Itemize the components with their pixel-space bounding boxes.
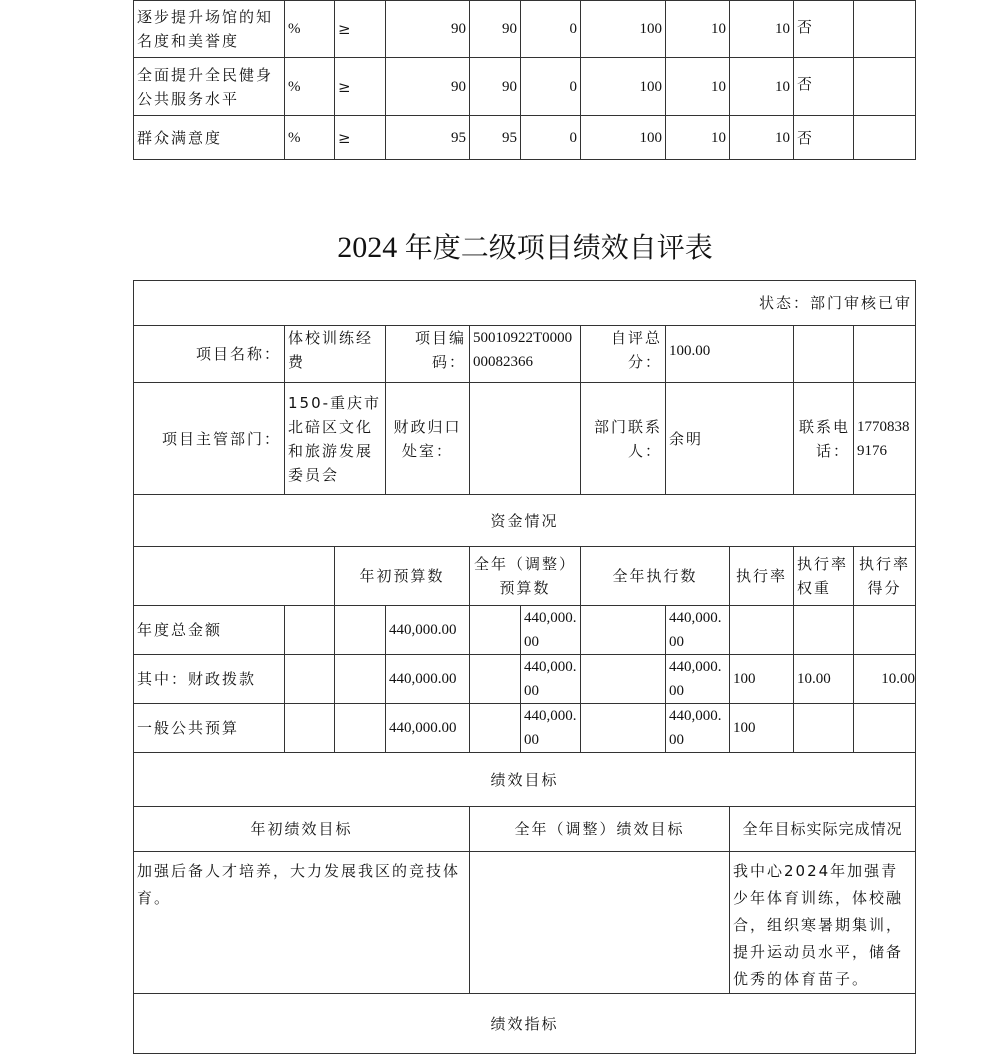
- empty-cell: [470, 606, 521, 655]
- funds-row-label: 年度总金额: [134, 606, 285, 655]
- indicator-row: [134, 58, 916, 116]
- project-code-label: 项目编码：: [386, 326, 470, 383]
- note: [854, 58, 916, 116]
- empty-cell: [470, 655, 521, 704]
- finance-office-value: [470, 383, 581, 495]
- weight: 10: [666, 58, 730, 116]
- target-value: 90: [386, 1, 470, 58]
- executed-value: 440,000.00: [666, 655, 730, 704]
- deviation: 0: [521, 1, 581, 58]
- initial-budget-value: 440,000.00: [386, 655, 470, 704]
- goals-actual-text: 我中心2024年加强青少年体育训练，体校融合，组织寒暑期集训，提升运动员水平，储备优秀的体育苗子。: [730, 852, 916, 994]
- exec-rate-value: [730, 606, 794, 655]
- exec-score-value: [854, 704, 916, 753]
- unit: %: [285, 58, 335, 116]
- funds-row: [134, 704, 916, 753]
- adjusted-budget-value: 440,000.00: [521, 606, 581, 655]
- goals-header-row: [134, 807, 916, 852]
- completion: 100: [581, 58, 666, 116]
- deviation: 0: [521, 116, 581, 160]
- indicator-name: 群众满意度: [134, 116, 285, 160]
- title-year: 2024: [337, 231, 398, 264]
- goals-adjusted-text: [470, 852, 730, 994]
- funds-section-title: 资金情况: [134, 495, 916, 547]
- exec-weight-value: [794, 704, 854, 753]
- indicator-row: [134, 1, 916, 58]
- indicators-section-row: [134, 994, 916, 1054]
- empty-cell: [854, 326, 916, 383]
- status-text: 状态：部门审核已审: [134, 281, 916, 326]
- exec-score-value: 10.00: [854, 655, 916, 704]
- score: 10: [730, 116, 794, 160]
- initial-budget-value: 440,000.00: [386, 606, 470, 655]
- adjusted-budget-value: 440,000.00: [521, 655, 581, 704]
- exec-rate-value: 100: [730, 655, 794, 704]
- funds-header-initial-budget: 年初预算数: [335, 547, 470, 606]
- funds-header-row: [134, 547, 916, 606]
- project-name-value: 体校训练经费: [285, 326, 386, 383]
- title-text: 年度二级项目绩效自评表: [404, 231, 713, 264]
- empty-cell: [285, 704, 335, 753]
- flag: 否: [794, 1, 854, 58]
- funds-header-exec-rate: 执行率: [730, 547, 794, 606]
- self-score-label: 自评总分：: [581, 326, 666, 383]
- unit: %: [285, 1, 335, 58]
- actual-value: 90: [470, 58, 521, 116]
- project-code-value: 50010922T000000082366: [470, 326, 581, 383]
- finance-office-label: 财政归口处室：: [386, 383, 470, 495]
- weight: 10: [666, 116, 730, 160]
- operator: ≥: [335, 116, 386, 160]
- operator: ≥: [335, 58, 386, 116]
- funds-header-exec-weight: 执行率权重: [794, 547, 854, 606]
- empty-cell: [470, 704, 521, 753]
- status-row: [134, 281, 916, 326]
- empty-cell: [335, 704, 386, 753]
- empty-cell: [581, 655, 666, 704]
- funds-header-adjusted-budget: 全年（调整）预算数: [470, 547, 581, 606]
- funds-row: [134, 606, 916, 655]
- exec-weight-value: 10.00: [794, 655, 854, 704]
- project-name-row: [134, 326, 916, 383]
- indicator-name: 逐步提升场馆的知名度和美誉度: [134, 1, 285, 58]
- goals-header-initial: 年初绩效目标: [134, 807, 470, 852]
- goals-initial-text: 加强后备人才培养，大力发展我区的竞技体育。: [134, 852, 470, 994]
- initial-budget-value: 440,000.00: [386, 704, 470, 753]
- goals-header-adjusted: 全年（调整）绩效目标: [470, 807, 730, 852]
- flag: 否: [794, 58, 854, 116]
- exec-rate-value: 100: [730, 704, 794, 753]
- indicator-table-continued: [133, 0, 916, 160]
- funds-row-label: 一般公共预算: [134, 704, 285, 753]
- funds-header-blank: [134, 547, 335, 606]
- indicator-row: [134, 116, 916, 160]
- indicator-name: 全面提升全民健身公共服务水平: [134, 58, 285, 116]
- empty-cell: [581, 704, 666, 753]
- actual-value: 90: [470, 1, 521, 58]
- target-value: 90: [386, 58, 470, 116]
- dept-label: 项目主管部门：: [134, 383, 285, 495]
- indicators-section-title: 绩效指标: [134, 994, 916, 1054]
- department-row: [134, 383, 916, 495]
- empty-cell: [285, 655, 335, 704]
- executed-value: 440,000.00: [666, 704, 730, 753]
- note: [854, 1, 916, 58]
- empty-cell: [581, 606, 666, 655]
- funds-header-executed: 全年执行数: [581, 547, 730, 606]
- score: 10: [730, 1, 794, 58]
- deviation: 0: [521, 58, 581, 116]
- goals-section-title: 绩效目标: [134, 753, 916, 807]
- empty-cell: [335, 606, 386, 655]
- executed-value: 440,000.00: [666, 606, 730, 655]
- completion: 100: [581, 1, 666, 58]
- page-title: [0, 226, 1000, 266]
- score: 10: [730, 58, 794, 116]
- completion: 100: [581, 116, 666, 160]
- phone-value: 17708389176: [854, 383, 916, 495]
- exec-weight-value: [794, 606, 854, 655]
- goals-content-row: [134, 852, 916, 994]
- empty-cell: [285, 606, 335, 655]
- funds-section-row: [134, 495, 916, 547]
- goals-section-row: [134, 753, 916, 807]
- operator: ≥: [335, 1, 386, 58]
- weight: 10: [666, 1, 730, 58]
- flag: 否: [794, 116, 854, 160]
- funds-header-exec-score: 执行率得分: [854, 547, 916, 606]
- goals-header-actual: 全年目标实际完成情况: [730, 807, 916, 852]
- unit: %: [285, 116, 335, 160]
- funds-row: [134, 655, 916, 704]
- contact-label: 部门联系人：: [581, 383, 666, 495]
- self-score-value: 100.00: [666, 326, 794, 383]
- self-evaluation-form: [133, 280, 916, 1054]
- phone-label: 联系电话：: [794, 383, 854, 495]
- note: [854, 116, 916, 160]
- target-value: 95: [386, 116, 470, 160]
- funds-row-label: 其中：财政拨款: [134, 655, 285, 704]
- actual-value: 95: [470, 116, 521, 160]
- empty-cell: [335, 655, 386, 704]
- contact-value: 余明: [666, 383, 794, 495]
- project-name-label: 项目名称：: [134, 326, 285, 383]
- exec-score-value: [854, 606, 916, 655]
- dept-value: 150-重庆市北碚区文化和旅游发展委员会: [285, 383, 386, 495]
- adjusted-budget-value: 440,000.00: [521, 704, 581, 753]
- empty-cell: [794, 326, 854, 383]
